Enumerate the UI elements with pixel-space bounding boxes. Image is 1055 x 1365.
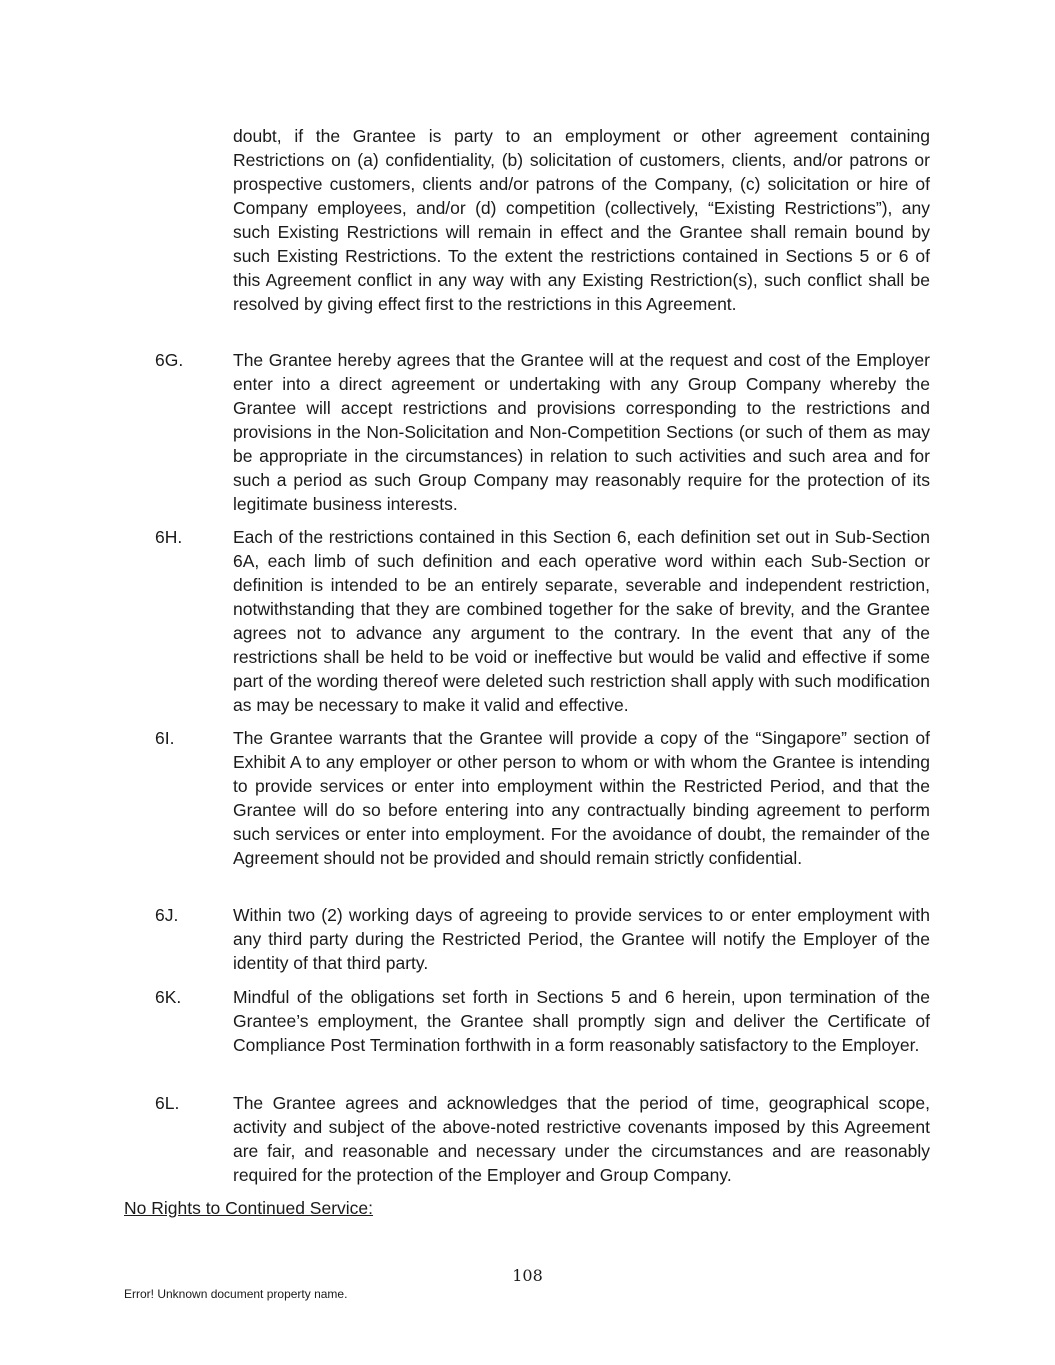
section-text: Within two (2) working days of agreeing to provide services to or enter employment with any third party during the Restricted Period, the Grantee will notify the Employer of the identity of that third party. (233, 905, 930, 973)
section-text: The Grantee hereby agrees that the Grantee will at the request and cost of the Employer enter into a direct agreement or undertaking with any Group Company whereby the Grantee will accept restrictions and provisions corresponding to the restrictions and provisions in the Non-Solicitation and Non-Competition Sections (or such of them as may be appropriate in the circumstances) in relation to such activities and such area and for such a period as such Group Company may reasonably require for the protection of its legitimate business interests. (233, 350, 930, 514)
section-number: 6G. (155, 350, 184, 370)
section-6h (155, 525, 930, 717)
section-number: 6L. (155, 1093, 180, 1113)
section-text: Each of the restrictions contained in this Section 6, each definition set out in Sub-Section 6A, each limb of such definition and each operative word within each Sub-Section or definition is intended to be an entirely separate, severable and independent restriction, notwithstanding that they are combined together for the sake of brevity, and the Grantee agrees not to advance any argument to the contrary. In the event that any of the restrictions shall be held to be void or ineffective but would be valid and effective if some part of the wording thereof were deleted such restriction shall apply with such modification as may be necessary to make it valid and effective. (233, 527, 930, 715)
section-text: The Grantee agrees and acknowledges that the period of time, geographical scope, activity and subject of the above-noted restrictive covenants imposed by this Agreement are fair, and reasonable and necessary under the circumstances and are reasonably required for the protection of the Employer and Group Company. (233, 1093, 930, 1185)
section-text: The Grantee warrants that the Grantee will provide a copy of the “Singapore” section of Exhibit A to any employer or other person to whom or with whom the Grantee is intending to provide services or enter into employment within the Restricted Period, and that the Grantee will do so before entering into any contractually binding agreement to perform such services or enter into employment. For the avoidance of doubt, the remainder of the Agreement should not be provided and should remain strictly confidential. (233, 728, 930, 868)
section-6g (155, 348, 930, 516)
footer-note: Error! Unknown document property name. (124, 1287, 348, 1301)
section-text: Mindful of the obligations set forth in Sections 5 and 6 herein, upon termination of the Grantee’s employment, the Grantee shall promptly sign and deliver the Certificate of Compliance Post Termination forthwith in a form reasonably satisfactory to the Employer. (233, 987, 930, 1055)
section-6j (155, 903, 930, 975)
continuation-paragraph: doubt, if the Grantee is party to an employment or other agreement containing Restrictions on (a) confidentiality, (b) solicitation of customers, clients, and/or patrons or prospective customers, clients and/or patrons of the Company, (c) solicitation or hire of Company employees, and/or (d) competition (collectively, “Existing Restrictions”), any such Existing Restrictions will remain in effect and the Grantee shall remain bound by such Existing Restrictions. To the extent the restrictions contained in Sections 5 or 6 of this Agreement conflict in any way with any Existing Restriction(s), such conflict shall be resolved by giving effect first to the restrictions in this Agreement. (233, 126, 930, 314)
section-6l (155, 1091, 930, 1187)
section-6i (155, 726, 930, 870)
section-number: 6H. (155, 527, 183, 547)
section-6k (155, 985, 930, 1057)
section-number: 6J. (155, 905, 179, 925)
section-number: 6K. (155, 987, 182, 1007)
section-heading: No Rights to Continued Service: (124, 1198, 374, 1218)
section-number: 6I. (155, 728, 175, 748)
page-number: 108 (512, 1266, 543, 1285)
